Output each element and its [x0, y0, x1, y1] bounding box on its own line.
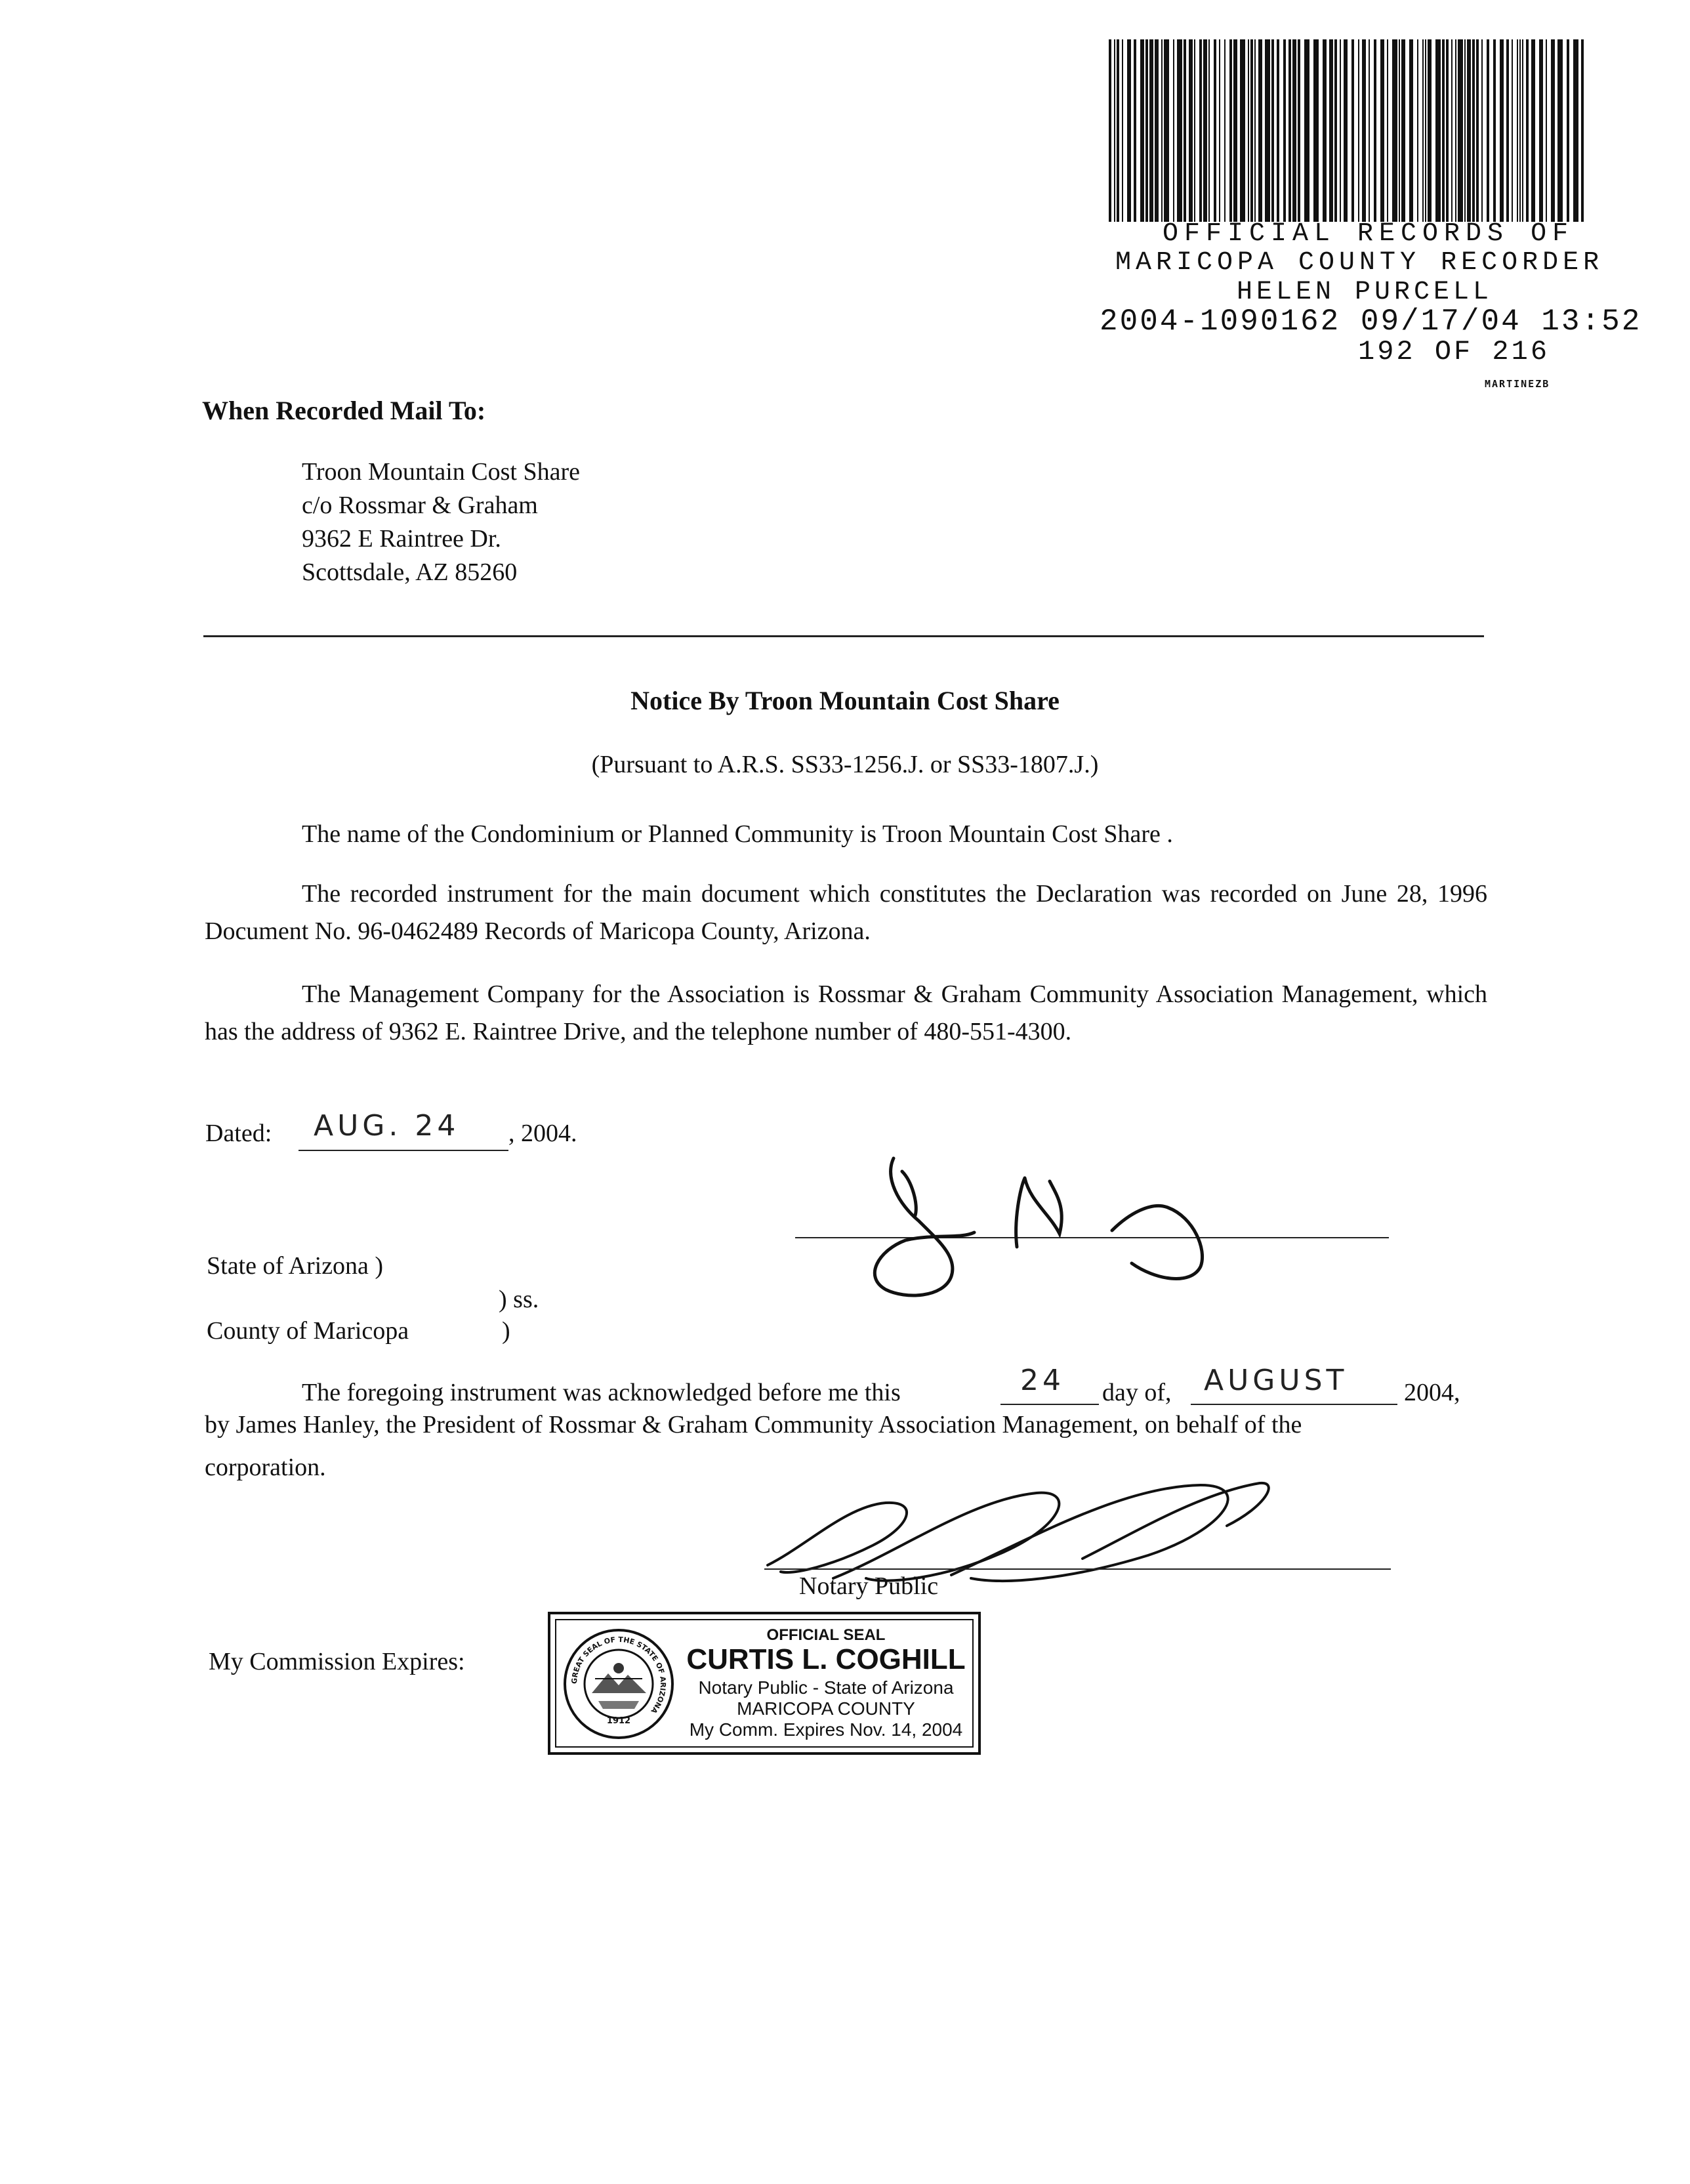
barcode-bar — [1487, 39, 1489, 222]
recorder-stamp-line-1: OFFICIAL RECORDS OF — [1163, 219, 1575, 249]
barcode-bar — [1344, 39, 1348, 222]
barcode-bar — [1446, 39, 1449, 222]
acknowledgment-day-handwritten: 24 — [1020, 1364, 1065, 1397]
barcode-bar — [1265, 39, 1270, 222]
barcode-bar — [1203, 39, 1207, 222]
barcode-bar — [1288, 39, 1291, 222]
notice-subtitle: (Pursuant to A.R.S. SS33-1256.J. or SS33-1807.J.) — [591, 751, 1099, 778]
dated-handwritten: AUG. 24 — [314, 1109, 460, 1143]
seal-notary-name: CURTIS L. COGHILL — [686, 1643, 966, 1675]
acknowledgment-day-of: day of, — [1102, 1379, 1172, 1406]
venue-state: State of Arizona ) — [207, 1252, 384, 1280]
barcode-bar — [1254, 39, 1256, 222]
barcode-bar — [1442, 39, 1445, 222]
barcode-bar — [1451, 39, 1453, 222]
barcode-bar — [1539, 39, 1543, 222]
barcode-bar — [1194, 39, 1195, 222]
barcode-bar — [1145, 39, 1148, 222]
barcode-bar — [1340, 39, 1341, 222]
barcode-bar — [1240, 39, 1245, 222]
barcode-bar — [1199, 39, 1202, 222]
dated-year: , 2004. — [508, 1120, 577, 1147]
svg-text:GREAT SEAL OF THE STATE OF ARI: GREAT SEAL OF THE STATE OF ARIZONA — [569, 1635, 668, 1715]
barcode-bar — [1229, 39, 1232, 222]
svg-text:1912: 1912 — [606, 1716, 631, 1726]
barcode-bar — [1455, 39, 1456, 222]
barcode-bar — [1248, 39, 1249, 222]
barcode-bar — [1127, 39, 1131, 222]
seal-county: MARICOPA COUNTY — [737, 1698, 915, 1719]
barcode-bar — [1329, 39, 1333, 222]
barcode-bar — [1422, 39, 1424, 222]
barcode-bar — [1313, 39, 1319, 222]
barcode-bar — [1481, 39, 1483, 222]
barcode-bar — [1358, 39, 1359, 222]
barcode-bar — [1500, 39, 1504, 222]
barcode-bar — [1573, 39, 1578, 222]
recorder-stamp-line-3: HELEN PURCELL — [1237, 278, 1493, 307]
barcode-bar — [1177, 39, 1182, 222]
barcode-bar — [1519, 39, 1521, 222]
month-underline — [1191, 1404, 1397, 1405]
seal-heading: OFFICIAL SEAL — [766, 1626, 886, 1644]
venue-county: County of Maricopa — [207, 1317, 409, 1345]
barcode-bar — [1567, 39, 1569, 222]
barcode-bar — [1380, 39, 1384, 222]
mail-to-line: Scottsdale, AZ 85260 — [302, 558, 518, 586]
horizontal-rule — [203, 635, 1484, 637]
barcode-bar — [1392, 39, 1397, 222]
venue-paren: ) — [502, 1317, 510, 1345]
barcode-bar — [1435, 39, 1441, 222]
barcode-bar — [1546, 39, 1547, 222]
barcode-bar — [1140, 39, 1144, 222]
barcode-bar — [1189, 39, 1193, 222]
barcode-bar — [1476, 39, 1479, 222]
barcode-bar — [1298, 39, 1300, 222]
barcode-bar — [1362, 39, 1366, 222]
barcode-bar — [1155, 39, 1159, 222]
barcode-bar — [1277, 39, 1279, 222]
barcode-bar — [1351, 39, 1354, 222]
barcode-bar — [1250, 39, 1253, 222]
barcode-bar — [1458, 39, 1463, 222]
barcode-bar — [1164, 39, 1169, 222]
day-underline — [1000, 1404, 1099, 1405]
mail-to-heading: When Recorded Mail To: — [202, 396, 486, 425]
barcode-bar — [1161, 39, 1163, 222]
seal-notary-title: Notary Public - State of Arizona — [698, 1677, 954, 1698]
barcode-bar — [1464, 39, 1466, 222]
recording-number: 2004-1090162 09/17/04 13:52 — [1100, 304, 1642, 339]
paragraph-management-company: The Management Company for the Association is Rossmar & Graham Community Association Management, which has the address of 9362 E. Raintree Drive, and the telephone number of 480-551-4300. — [205, 980, 1487, 1045]
acknowledgment-month-handwritten: AUGUST — [1204, 1364, 1348, 1397]
notary-signature-line — [764, 1568, 1391, 1570]
barcode-bar — [1219, 39, 1220, 222]
barcode-bar — [1472, 39, 1475, 222]
barcode-bar — [1506, 39, 1509, 222]
mail-to-line: Troon Mountain Cost Share — [302, 458, 581, 486]
barcode-bar — [1304, 39, 1309, 222]
barcode-bar — [1581, 39, 1584, 222]
barcode-bar — [1409, 39, 1413, 222]
barcode-bar — [1224, 39, 1226, 222]
state-seal-emblem — [562, 1628, 675, 1740]
barcode-bar — [1122, 39, 1123, 222]
barcode-bar — [1428, 39, 1432, 222]
barcode — [1109, 39, 1588, 222]
barcode-bar — [1526, 39, 1529, 222]
barcode-bar — [1417, 39, 1418, 222]
dated-underline — [299, 1150, 508, 1151]
recorder-stamp-line-2: MARICOPA COUNTY RECORDER — [1115, 248, 1604, 278]
barcode-bar — [1369, 39, 1370, 222]
barcode-bar — [1493, 39, 1496, 222]
barcode-bar — [1283, 39, 1286, 222]
barcode-bar — [1292, 39, 1296, 222]
barcode-bar — [1334, 39, 1337, 222]
barcode-bar — [1323, 39, 1327, 222]
page-count: 192 OF 216 — [1358, 336, 1550, 368]
barcode-bar — [1109, 39, 1111, 222]
barcode-bar — [1517, 39, 1518, 222]
mail-to-line: c/o Rossmar & Graham — [302, 492, 538, 519]
notary-seal-stamp — [548, 1612, 981, 1755]
acknowledgment-year: 2004, — [1404, 1379, 1460, 1406]
barcode-bar — [1467, 39, 1471, 222]
barcode-bar — [1512, 39, 1513, 222]
barcode-bar — [1425, 39, 1426, 222]
barcode-bar — [1134, 39, 1136, 222]
barcode-bar — [1387, 39, 1388, 222]
acknowledgment-text: The foregoing instrument was acknowledged before me this — [302, 1379, 901, 1406]
acknowledgment-line-3: corporation. — [205, 1454, 326, 1481]
barcode-bar — [1401, 39, 1405, 222]
dated-label: Dated: — [205, 1120, 272, 1147]
notice-title: Notice By Troon Mountain Cost Share — [630, 686, 1060, 715]
signature — [853, 1142, 1279, 1312]
barcode-bar — [1557, 39, 1563, 222]
barcode-bar — [1522, 39, 1523, 222]
barcode-bar — [1117, 39, 1119, 222]
barcode-bar — [1233, 39, 1237, 222]
barcode-bar — [1214, 39, 1216, 222]
seal-expiration: My Comm. Expires Nov. 14, 2004 — [689, 1719, 963, 1740]
barcode-bar — [1531, 39, 1535, 222]
notary-public-label: Notary Public — [799, 1572, 939, 1600]
barcode-bar — [1399, 39, 1400, 222]
barcode-bar — [1149, 39, 1153, 222]
paragraph-community-name: The name of the Condominium or Planned Community is Troon Mountain Cost Share . — [302, 820, 1173, 848]
venue-ss: ) ss. — [499, 1286, 539, 1313]
mail-to-line: 9362 E Raintree Dr. — [302, 525, 501, 553]
barcode-bar — [1271, 39, 1274, 222]
barcode-bar — [1208, 39, 1210, 222]
clerk-id: MARTINEZB — [1485, 378, 1550, 390]
barcode-bar — [1551, 39, 1555, 222]
barcode-bar — [1114, 39, 1115, 222]
acknowledgment-line-2: by James Hanley, the President of Rossmar & Graham Community Association Management, on behalf of the — [205, 1411, 1302, 1438]
barcode-bar — [1258, 39, 1262, 222]
paragraph-declaration: The recorded instrument for the main document which constitutes the Declaration was recorded on June 28, 1996 Document No. 96-0462489 Records of Maricopa County, Arizona. — [205, 880, 1487, 945]
barcode-bar — [1374, 39, 1376, 222]
barcode-bar — [1184, 39, 1186, 222]
commission-expires-label: My Commission Expires: — [209, 1648, 465, 1675]
barcode-bar — [1173, 39, 1174, 222]
